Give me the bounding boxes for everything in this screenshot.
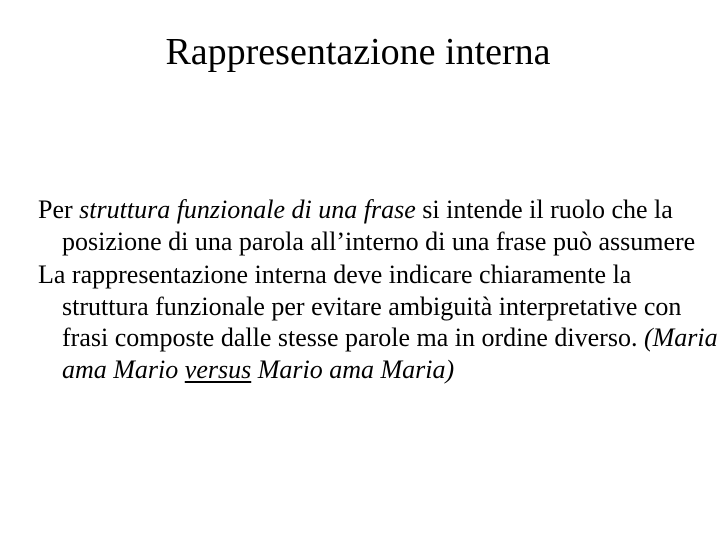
slide-title — [0, 28, 720, 76]
paragraph-definition-rest: si intende il ruolo che la posizione di una parola all’interno di una frase può assumere — [62, 195, 696, 256]
example-versus: versus — [184, 354, 252, 384]
paragraph-definition — [38, 194, 718, 257]
paragraph-internal-representation-text: La rappresentazione interna deve indicare chiaramente la struttura funzionale per evitare ambiguità interpretative con frasi composte dalle stesse parole ma in ordine diverso. — [38, 260, 682, 352]
paragraph-definition-term: struttura funzionale di una frase — [79, 195, 416, 224]
example-first: (Maria ama Mario — [62, 323, 718, 384]
example-second: Mario ama Maria) — [251, 354, 455, 384]
slide-title-text: Rappresentazione interna — [165, 31, 551, 73]
paragraph-definition-lead: Per — [38, 195, 80, 224]
paragraph-internal-representation — [38, 259, 718, 385]
slide-body — [38, 194, 718, 385]
